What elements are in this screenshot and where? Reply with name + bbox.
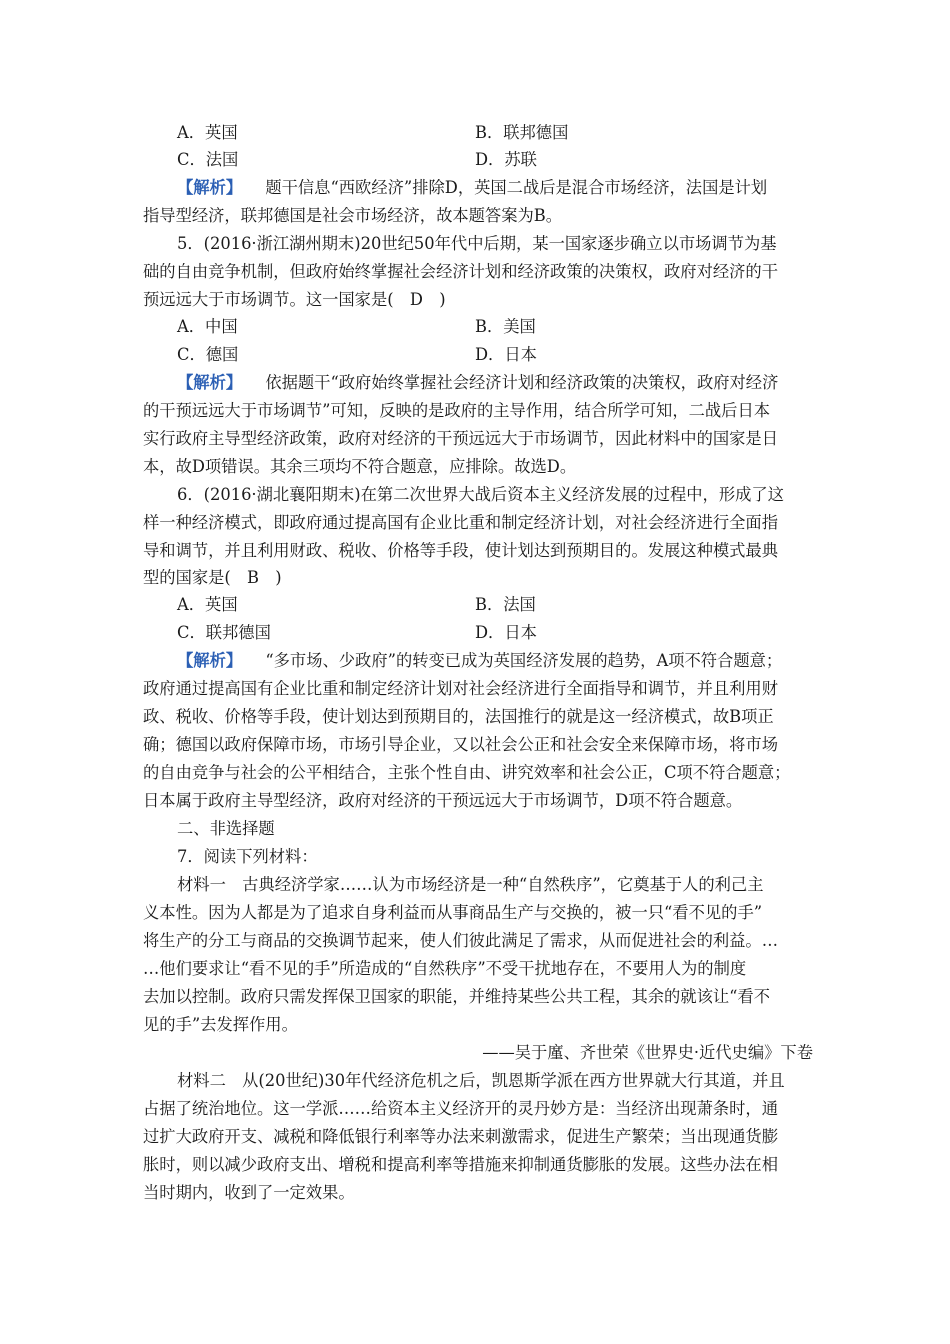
analysis-tag: 【解析】	[177, 178, 243, 197]
q4-option-b: B．联邦德国	[475, 123, 569, 142]
q5-option-b: B．美国	[475, 317, 536, 336]
q6-analysis-line: 【解析】 “多市场、少政府”的转变已成为英国经济发展的趋势，A项不符合题意；	[177, 651, 783, 670]
material2-line: 占据了统治地位。这一学派……给资本主义经济开的灵丹妙方是：当经济出现萧条时，通	[143, 1099, 778, 1118]
q6-option-b: B．法国	[475, 595, 536, 614]
q6-option-d: D．日本	[475, 623, 537, 642]
q5-stem-line: 础的自由竞争机制，但政府始终掌握社会经济计划和经济政策的决策权，政府对经济的干	[143, 262, 778, 281]
q6-analysis-line: 政府通过提高国有企业比重和制定经济计划对社会经济进行全面指导和调节，并且利用财	[143, 679, 778, 698]
q5-option-c: C．德国	[177, 345, 239, 364]
material2-line: 当时期内，收到了一定效果。	[143, 1183, 355, 1202]
material1-line: 材料一 古典经济学家……认为市场经济是一种“自然秩序”，它奠基于人的利己主	[177, 875, 764, 894]
q4-option-a: A．英国	[177, 123, 238, 142]
q4-analysis-line: 【解析】 题干信息“西欧经济”排除D，英国二战后是混合市场经济，法国是计划	[177, 178, 768, 197]
q6-stem-line: 导和调节，并且利用财政、税收、价格等手段，使计划达到预期目的。发展这种模式最典	[143, 541, 778, 560]
material2-line: 过扩大政府开支、减税和降低银行利率等办法来刺激需求，促进生产繁荣；当出现通货膨	[143, 1127, 778, 1146]
q4-option-c: C．法国	[177, 150, 239, 169]
q5-option-d: D．日本	[475, 345, 537, 364]
material1-line: 义本性。因为人都是为了追求自身利益而从事商品生产与交换的，被一只“看不见的手”	[143, 903, 763, 922]
q7-stem: 7．阅读下列材料：	[177, 847, 318, 866]
q4-option-d: D．苏联	[475, 150, 537, 169]
material1-line: 将生产的分工与商品的交换调节起来，使人们彼此满足了需求，从而促进社会的利益。…	[143, 931, 778, 950]
q5-analysis-line: 实行政府主导型经济政策，政府对经济的干预远远大于市场调节，因此材料中的国家是日	[143, 429, 778, 448]
q6-analysis-line: 的自由竞争与社会的公平相结合，主张个性自由、讲究效率和社会公正，C项不符合题意；	[143, 763, 791, 782]
q5-stem-line: 预远远大于市场调节。这一国家是( D )	[143, 290, 446, 309]
material1-line: 去加以控制。政府只需发挥保卫国家的职能，并维持某些公共工程，其余的就该让“看不	[143, 987, 771, 1006]
q4-analysis-line: 指导型经济，联邦德国是社会市场经济，故本题答案为B。	[143, 206, 562, 225]
q6-stem-line: 6．(2016·湖北襄阳期末)在第二次世界大战后资本主义经济发展的过程中，形成了这	[177, 485, 784, 504]
q6-stem-line: 型的国家是( B )	[143, 568, 282, 587]
analysis-tag: 【解析】	[177, 651, 243, 670]
q6-analysis-line: 日本属于政府主导型经济，政府对经济的干预远远大于市场调节，D项不符合题意。	[143, 791, 743, 810]
q5-option-a: A．中国	[177, 317, 238, 336]
q6-stem-line: 样一种经济模式，即政府通过提高国有企业比重和制定经济计划，对社会经济进行全面指	[143, 513, 778, 532]
q5-analysis-line: 本，故D项错误。其余三项均不符合题意，应排除。故选D。	[143, 457, 577, 476]
q6-option-a: A．英国	[177, 595, 238, 614]
q5-analysis-line: 【解析】 依据题干“政府始终掌握社会经济计划和经济政策的决策权，政府对经济	[177, 373, 779, 392]
material1-source: ——吴于廑、齐世荣《世界史·近代史编》下卷	[482, 1043, 813, 1062]
material1-line: …他们要求让“看不见的手”所造成的“自然秩序”不受干扰地存在，不要用人为的制度	[143, 959, 747, 978]
analysis-tag: 【解析】	[177, 373, 243, 392]
q5-stem-line: 5．(2016·浙江湖州期末)20世纪50年代中后期，某一国家逐步确立以市场调节为基	[177, 234, 777, 253]
material2-line: 胀时，则以减少政府支出、增税和提高利率等措施来抑制通货膨胀的发展。这些办法在相	[143, 1155, 778, 1174]
q6-option-c: C．联邦德国	[177, 623, 271, 642]
q6-analysis-line: 确；德国以政府保障市场，市场引导企业，又以社会公正和社会安全来保障市场，将市场	[143, 735, 778, 754]
material2-line: 材料二 从(20世纪)30年代经济危机之后，凯恩斯学派在西方世界就大行其道，并且	[177, 1071, 785, 1090]
q5-analysis-line: 的干预远远大于市场调节”可知，反映的是政府的主导作用，结合所学可知，二战后日本	[143, 401, 771, 420]
material1-line: 见的手”去发挥作用。	[143, 1015, 298, 1034]
section-heading: 二、非选择题	[177, 819, 275, 838]
q6-analysis-line: 政、税收、价格等手段，使计划达到预期目的，法国推行的就是这一经济模式，故B项正	[143, 707, 774, 726]
